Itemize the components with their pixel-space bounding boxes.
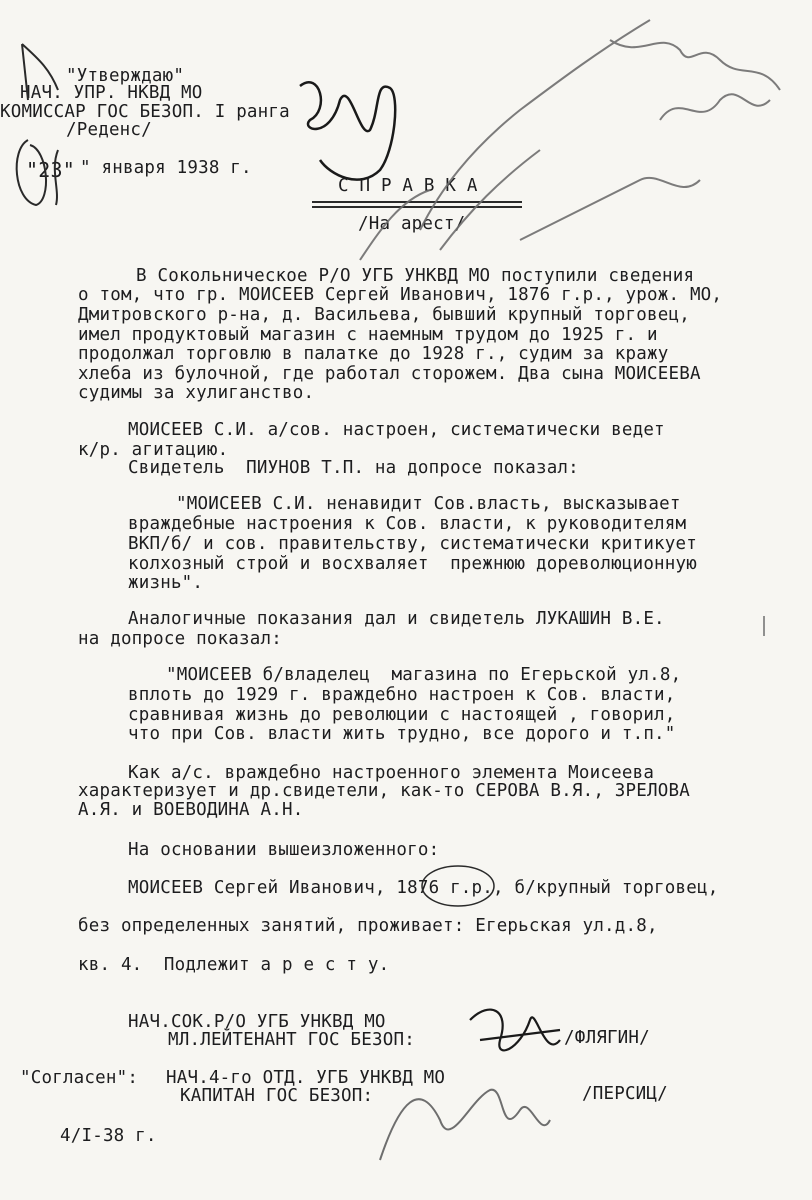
quote-line: что при Сов. власти жить трудно, все дорого и т.п." bbox=[128, 724, 676, 744]
quote-line: враждебные настроения к Сов. власти, к руководителям bbox=[128, 514, 687, 534]
approval-date: " января 1938 г. bbox=[80, 158, 252, 178]
signer-position: НАЧ.СОК.Р/О УГБ УНКВД МО bbox=[128, 1012, 386, 1032]
approval-title: "Утверждаю" bbox=[66, 66, 185, 86]
quote-line: "МОИСЕЕВ б/владелец магазина по Егерьской ул.8, bbox=[166, 665, 682, 685]
document-date: 4/I-38 г. bbox=[60, 1126, 157, 1146]
document-subtitle: /На арест/ bbox=[358, 214, 466, 234]
body-line: о том, что гр. МОИСЕЕВ Сергей Иванович, 1876 г.р., урож. МО, bbox=[78, 285, 723, 305]
title-underline bbox=[312, 201, 522, 208]
body-line: МОИСЕЕВ Сергей Иванович, 1876 г.р., б/крупный торговец, bbox=[128, 878, 719, 898]
body-line: характеризует и др.свидетели, как-то СЕРОВА В.Я., ЗРЕЛОВА bbox=[78, 781, 690, 801]
body-line: Как а/с. враждебно настроенного элемента Моисеева bbox=[128, 763, 655, 783]
body-line: к/р. агитацию. bbox=[78, 440, 229, 460]
approval-signature bbox=[300, 82, 395, 179]
approval-rank: КОМИССАР ГОС БЕЗОП. I ранга bbox=[0, 102, 290, 122]
signer-position: НАЧ.4-го ОТД. УГБ УНКВД МО bbox=[166, 1068, 446, 1088]
approval-name: /Реденс/ bbox=[66, 120, 152, 140]
body-line: продолжал торговлю в палатке до 1928 г., судим за кражу bbox=[78, 344, 669, 364]
signer-rank: МЛ.ЛЕЙТЕНАНТ ГОС БЕЗОП: bbox=[168, 1030, 415, 1050]
quote-line: вплоть до 1929 г. враждебно настроен к Сов. власти, bbox=[128, 685, 676, 705]
quote-line: ВКП/б/ и сов. правительству, систематически критикует bbox=[128, 534, 698, 554]
body-line: Свидетель ПИУНОВ Т.П. на допросе показал: bbox=[128, 458, 579, 478]
quote-line: "МОИСЕЕВ С.И. ненавидит Сов.власть, высказывает bbox=[176, 494, 681, 514]
signature-persits bbox=[380, 1090, 550, 1160]
signer-name: /ФЛЯГИН/ bbox=[564, 1028, 650, 1048]
quote-line: колхозный строй и восхваляет прежнюю дореволюционную bbox=[128, 554, 698, 574]
approval-date-day: "23" bbox=[26, 158, 75, 182]
body-line: На основании вышеизложенного: bbox=[128, 840, 440, 860]
body-line: А.Я. и ВОЕВОДИНА А.Н. bbox=[78, 800, 304, 820]
signer-rank: КАПИТАН ГОС БЕЗОП: bbox=[180, 1086, 374, 1106]
agreement-label: "Согласен": bbox=[20, 1068, 139, 1088]
signature-flyagin bbox=[470, 1010, 560, 1051]
body-line: Дмитровского р-на, д. Васильева, бывший крупный торговец, bbox=[78, 305, 690, 325]
body-line: В Сокольническое Р/О УГБ УНКВД МО поступили сведения bbox=[136, 266, 695, 286]
document-title: С П Р А В К А bbox=[338, 176, 478, 196]
quote-line: жизнь". bbox=[128, 573, 204, 593]
body-line: МОИСЕЕВ С.И. а/сов. настроен, систематически ведет bbox=[128, 420, 665, 440]
signer-name: /ПЕРСИЦ/ bbox=[582, 1084, 668, 1104]
arrest-resolution: кв. 4. Подлежит а р е с т у. bbox=[78, 955, 390, 975]
approval-position: НАЧ. УПР. НКВД МО bbox=[20, 83, 203, 103]
body-line: Аналогичные показания дал и свидетель ЛУКАШИН В.Е. bbox=[128, 609, 665, 629]
body-line: без определенных занятий, проживает: Егерьская ул.д.8, bbox=[78, 916, 658, 936]
body-line: имел продуктовый магазин с наемным трудом до 1925 г. и bbox=[78, 325, 658, 345]
body-line: хлеба из булочной, где работал сторожем. Два сына МОИСЕЕВА bbox=[78, 364, 701, 384]
quote-line: сравнивая жизнь до революции с настоящей , говорил, bbox=[128, 705, 676, 725]
body-line: на допросе показал: bbox=[78, 629, 282, 649]
body-line: судимы за хулиганство. bbox=[78, 383, 315, 403]
